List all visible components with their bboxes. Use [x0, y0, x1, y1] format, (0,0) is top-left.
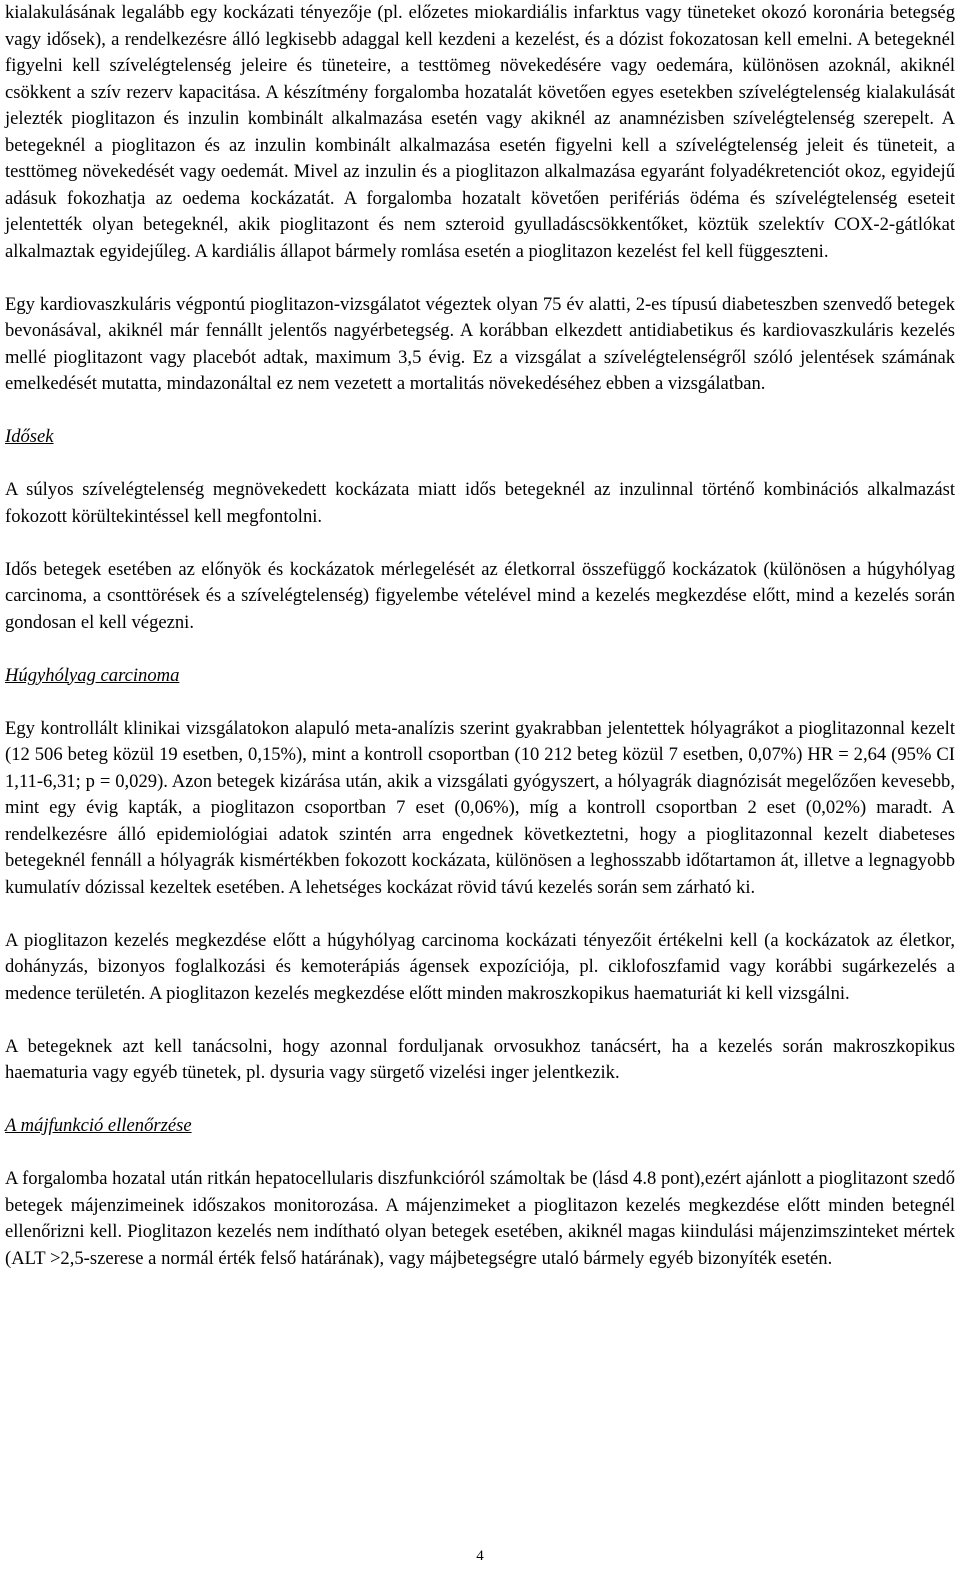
paragraph-heart-failure-risk: kialakulásának legalább egy kockázati tényezője (pl. előzetes miokardiális infarktus vagy tüneteket okozó koronária betegség vagy idősek), a rendelkezésre álló legkisebb adaggal kell kezdeni a kezelést, és a dózist fokozatosan kell emelni. A betegeknél figyelni kell szívelégtelenség jeleire és tüneteire, a testtömeg növekedésére vagy oedemára, különösen azoknál, akiknél csökkent a szív rezerv kapacitása. A készítmény forgalomba hozatalát követően egyes esetekben szívelégtelenség kialakulását jelezték pioglitazon és inzulin kombinált alkalmazása esetén vagy akiknél az anamnézisben szívelégtelenség szerepelt. A betegeknél a pioglitazon és az inzulin kombinált alkalmazása esetén figyelni kell a szívelégtelenség jeleit és tüneteit, a testtömeg növekedését vagy oedemát. Mivel az inzulin és a pioglitazon alkalmazása egyaránt folyadékretenciót okoz, egyidejű adásuk fokozhatja az oedema kockázatát. A forgalomba hozatalt követően perifériás ödéma és szívelégtelenség eseteit jelentették olyan betegeknél, akik pioglitazont és nem szteroid gyulladáscsökkentőket, köztük szelektív COX-2-gátlókat alkalmaztak egyidejűleg. A kardiális állapot bármely romlása esetén a pioglitazon kezelést fel kell függeszteni. — [5, 2, 955, 262]
document-page — [5, 0, 955, 1272]
heading-bladder-carcinoma: Húgyhólyag carcinoma — [5, 664, 180, 686]
page-number: 4 — [476, 1548, 484, 1564]
paragraph-liver-monitoring: A forgalomba hozatal után ritkán hepatocellularis diszfunkcióról számoltak be (lásd 4.8 pont),ezért ajánlott a pioglitazont szedő betegek májenzimeinek időszakos monitorozása. A májenzimeket a pioglitazon kezelés megkezdése előtt minden betegnél ellenőrizni kell. Pioglitazon kezelés nem indítható olyan betegek esetében, akiknél magas kiindulási májenzimszinteket mértek (ALT >2,5-szerese a normál érték felső határának), vagy májbetegségre utaló bármely egyéb bizonyíték esetén. — [5, 1168, 955, 1269]
section-liver-function — [5, 1113, 955, 1272]
heading-elderly: Idősek — [5, 426, 54, 447]
paragraph-bladder-patient-advice: A betegeknek azt kell tanácsolni, hogy azonnal forduljanak orvosukhoz tanácsért, ha a kezelés során makroszkopikus haematuria vagy egyéb tünetek, pl. dysuria vagy sürgető vizelési inger jelentkezik. — [5, 1035, 955, 1083]
section-bladder-carcinoma — [5, 663, 955, 1087]
paragraph-cardiovascular-study: Egy kardiovaszkuláris végpontú pioglitazon-vizsgálatot végeztek olyan 75 év alatti, 2-es típusú diabeteszben szenvedő betegek bevonásával, akiknél már fennállt jelentős nagyérbetegség. A korábban elkezdett antidiabetikus és kardiovaszkuláris kezelés mellé pioglitazont vagy placebót adtak, maximum 3,5 évig. Ez a vizsgálat a szívelégtelenségről szóló jelentések számának emelkedését mutatta, mindazonáltal ez nem vezetett a mortalitás növekedéséhez ebben a vizsgálatban. — [5, 293, 955, 394]
section-elderly — [5, 424, 955, 636]
paragraph-elderly-risk-benefit: Idős betegek esetében az előnyök és kockázatok mérlegelését az életkorral összefüggő kockázatok (különösen a húgyhólyag carcinoma, a csonttörések és a szívelégtelenség) figyelembe vételével mind a kezelés megkezdése előtt, mind a kezelés során gondosan el kell végezni. — [5, 558, 955, 633]
paragraph-bladder-risk-factors: A pioglitazon kezelés megkezdése előtt a húgyhólyag carcinoma kockázati tényezőit értékelni kell (a kockázatok az életkor, dohányzás, bizonyos foglalkozási és kemoterápiás ágensek expozíciója, pl. ciklofoszfamid vagy korábbi sugárkezelés a medence területén. A pioglitazon kezelés megkezdése előtt minden makroszkopikus haematuriát ki kell vizsgálni. — [5, 929, 955, 1004]
paragraph-elderly-insulin: A súlyos szívelégtelenség megnövekedett kockázata miatt idős betegeknél az inzulinnal történő kombinációs alkalmazást fokozott körültekintéssel kell megfontolni. — [5, 479, 955, 527]
heading-liver-function: A májfunkció ellenőrzése — [5, 1115, 192, 1136]
section-intro — [5, 0, 955, 398]
paragraph-bladder-meta-analysis: Egy kontrollált klinikai vizsgálatokon alapuló meta-analízis szerint gyakrabban jelentettek hólyagrákot a pioglitazonnal kezelt (12 506 beteg közül 19 esetben, 0,15%), mint a kontroll csoportban (10 212 beteg közül 7 esetben, 0,07%) HR = 2,64 (95% CI 1,11-6,31; p = 0,029). Azon betegek kizárása után, akik a vizsgálati gyógyszert, a hólyagrák diagnózisát megelőzően kevesebb, mint egy évig kapták, a pioglitazon csoportban 7 eset (0,06%), míg a kontroll csoportban 2 eset (0,02%) maradt. A rendelkezésre álló epidemiológiai adatok szintén arra engednek következtetni, hogy a pioglitazonnal kezelt diabeteses betegeknél fennáll a hólyagrák kismértékben fokozott kockázata, különösen a leghosszabb időtartamon át, illetve a legnagyobb kumulatív dózissal kezeltek esetében. A lehetséges kockázat rövid távú kezelés során sem zárható ki. — [5, 717, 955, 898]
